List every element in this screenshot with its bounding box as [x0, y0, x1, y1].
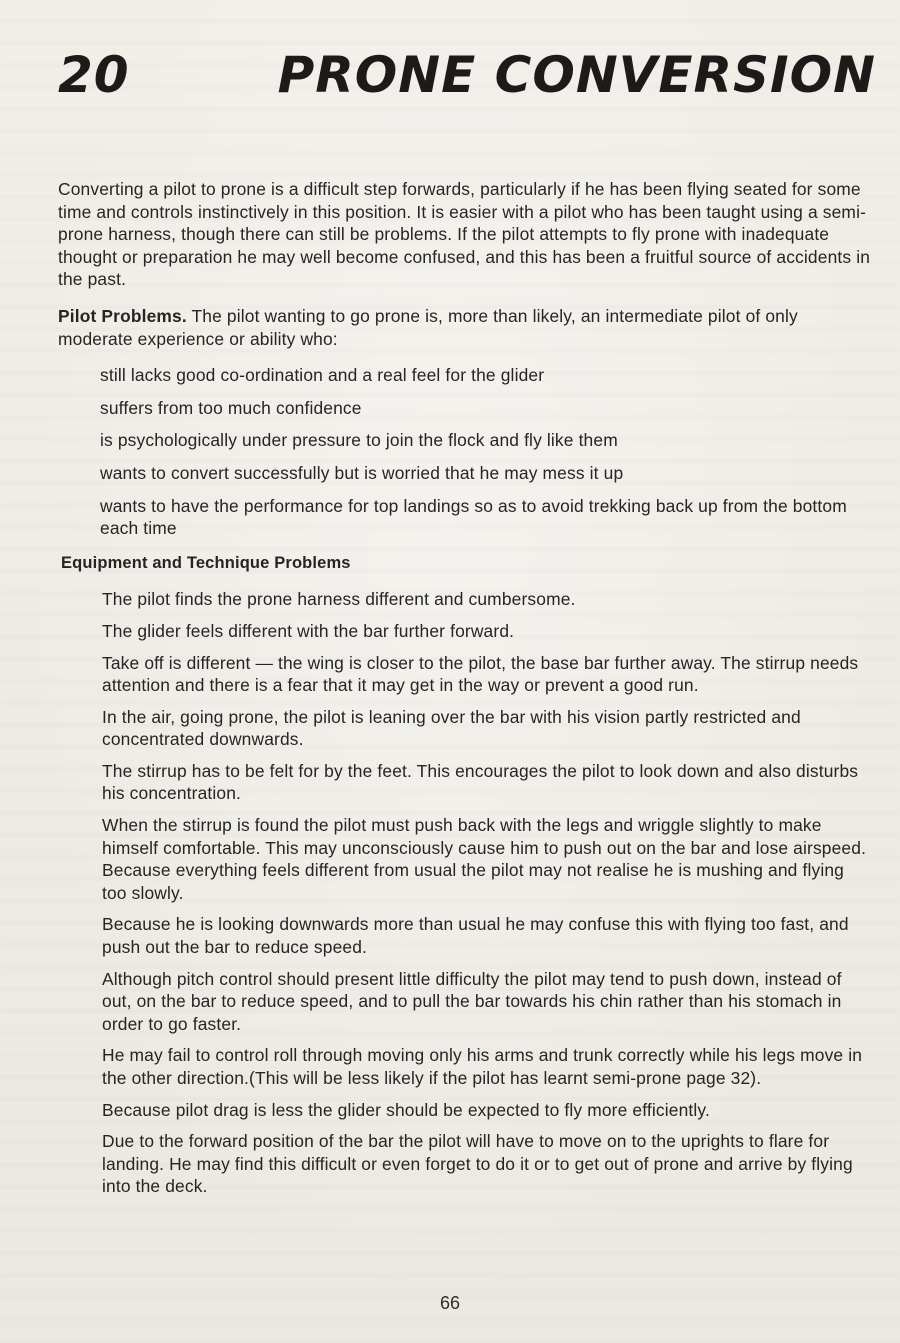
list-item: suffers from too much confidence	[100, 397, 362, 418]
list-item: still lacks good co-ordination and a real feel for the glider	[100, 365, 545, 386]
chapter-title: PRONE CONVERSION	[277, 46, 876, 104]
page-body	[58, 178, 872, 1207]
equipment-paragraph: The stirrup has to be felt for by the feet. This encourages the pilot to look down and also disturbs his concentration.	[102, 760, 859, 804]
equipment-paragraph: The pilot finds the prone harness different and cumbersome.	[102, 589, 576, 610]
page-number: 66	[439, 1293, 461, 1313]
chapter-number: 20	[58, 46, 130, 104]
equipment-paragraph: He may fail to control roll through moving only his arms and trunk correctly while his legs move in the other direction.(This will be less likely if the pilot has learnt semi-prone page 32).	[102, 1045, 863, 1088]
equipment-paragraphs	[58, 588, 872, 1198]
equipment-paragraph: Take off is different — the wing is closer to the pilot, the base bar further away. The stirrup needs attention and there is a fear that it may get in the way or prevent a good run.	[102, 652, 859, 696]
equipment-paragraph: The glider feels different with the bar further forward.	[102, 620, 515, 641]
equipment-paragraph: Because pilot drag is less the glider should be expected to fly more efficiently.	[102, 1099, 710, 1120]
list-item: wants to have the performance for top landings so as to avoid trekking back up from the bottom each time	[100, 495, 847, 539]
list-item: wants to convert successfully but is worried that he may mess it up	[100, 462, 624, 483]
equipment-heading: Equipment and Technique Problems	[61, 553, 351, 572]
pilot-problems-list	[58, 364, 872, 540]
chapter-heading	[58, 45, 876, 105]
equipment-paragraph: Because he is looking downwards more than usual he may confuse this with flying too fast, and push out the bar to reduce speed.	[102, 914, 849, 958]
equipment-paragraph: Although pitch control should present little difficulty the pilot may tend to push down, instead of out, on the bar to reduce speed, and to pull the bar towards his chin rather than his stomach in order to go faster.	[102, 968, 842, 1034]
equipment-paragraph: In the air, going prone, the pilot is leaning over the bar with his vision partly restricted and concentrated downwards.	[102, 706, 801, 750]
pilot-problems-paragraph	[58, 305, 872, 350]
pilot-problems-text: The pilot wanting to go prone is, more than likely, an intermediate pilot of only moderate experience or ability who:	[58, 305, 798, 349]
equipment-paragraph: Due to the forward position of the bar the pilot will have to move on to the uprights to flare for landing. He may find this difficult or even forget to do it or to get out of prone and arrive by flying into the deck.	[102, 1131, 853, 1197]
list-item: is psychologically under pressure to join the flock and fly like them	[100, 430, 618, 451]
pilot-problems-lead: Pilot Problems.	[58, 305, 187, 326]
equipment-paragraph: When the stirrup is found the pilot must push back with the legs and wriggle slightly to make himself comfortable. This may unconsciously cause him to push out on the bar and lose airspeed. Because everything feels different from usual the pilot may not realise he is mushing and flying too slowly.	[102, 815, 867, 903]
intro-paragraph: Converting a pilot to prone is a difficult step forwards, particularly if he has been flying seated for some time and controls instinctively in this position. It is easier with a pilot who has been taught using a semi-prone harness, though there can still be problems. If the pilot attempts to fly prone with inadequate thought or preparation he may well become confused, and this has been a fruitful source of accidents in the past.	[58, 179, 871, 290]
